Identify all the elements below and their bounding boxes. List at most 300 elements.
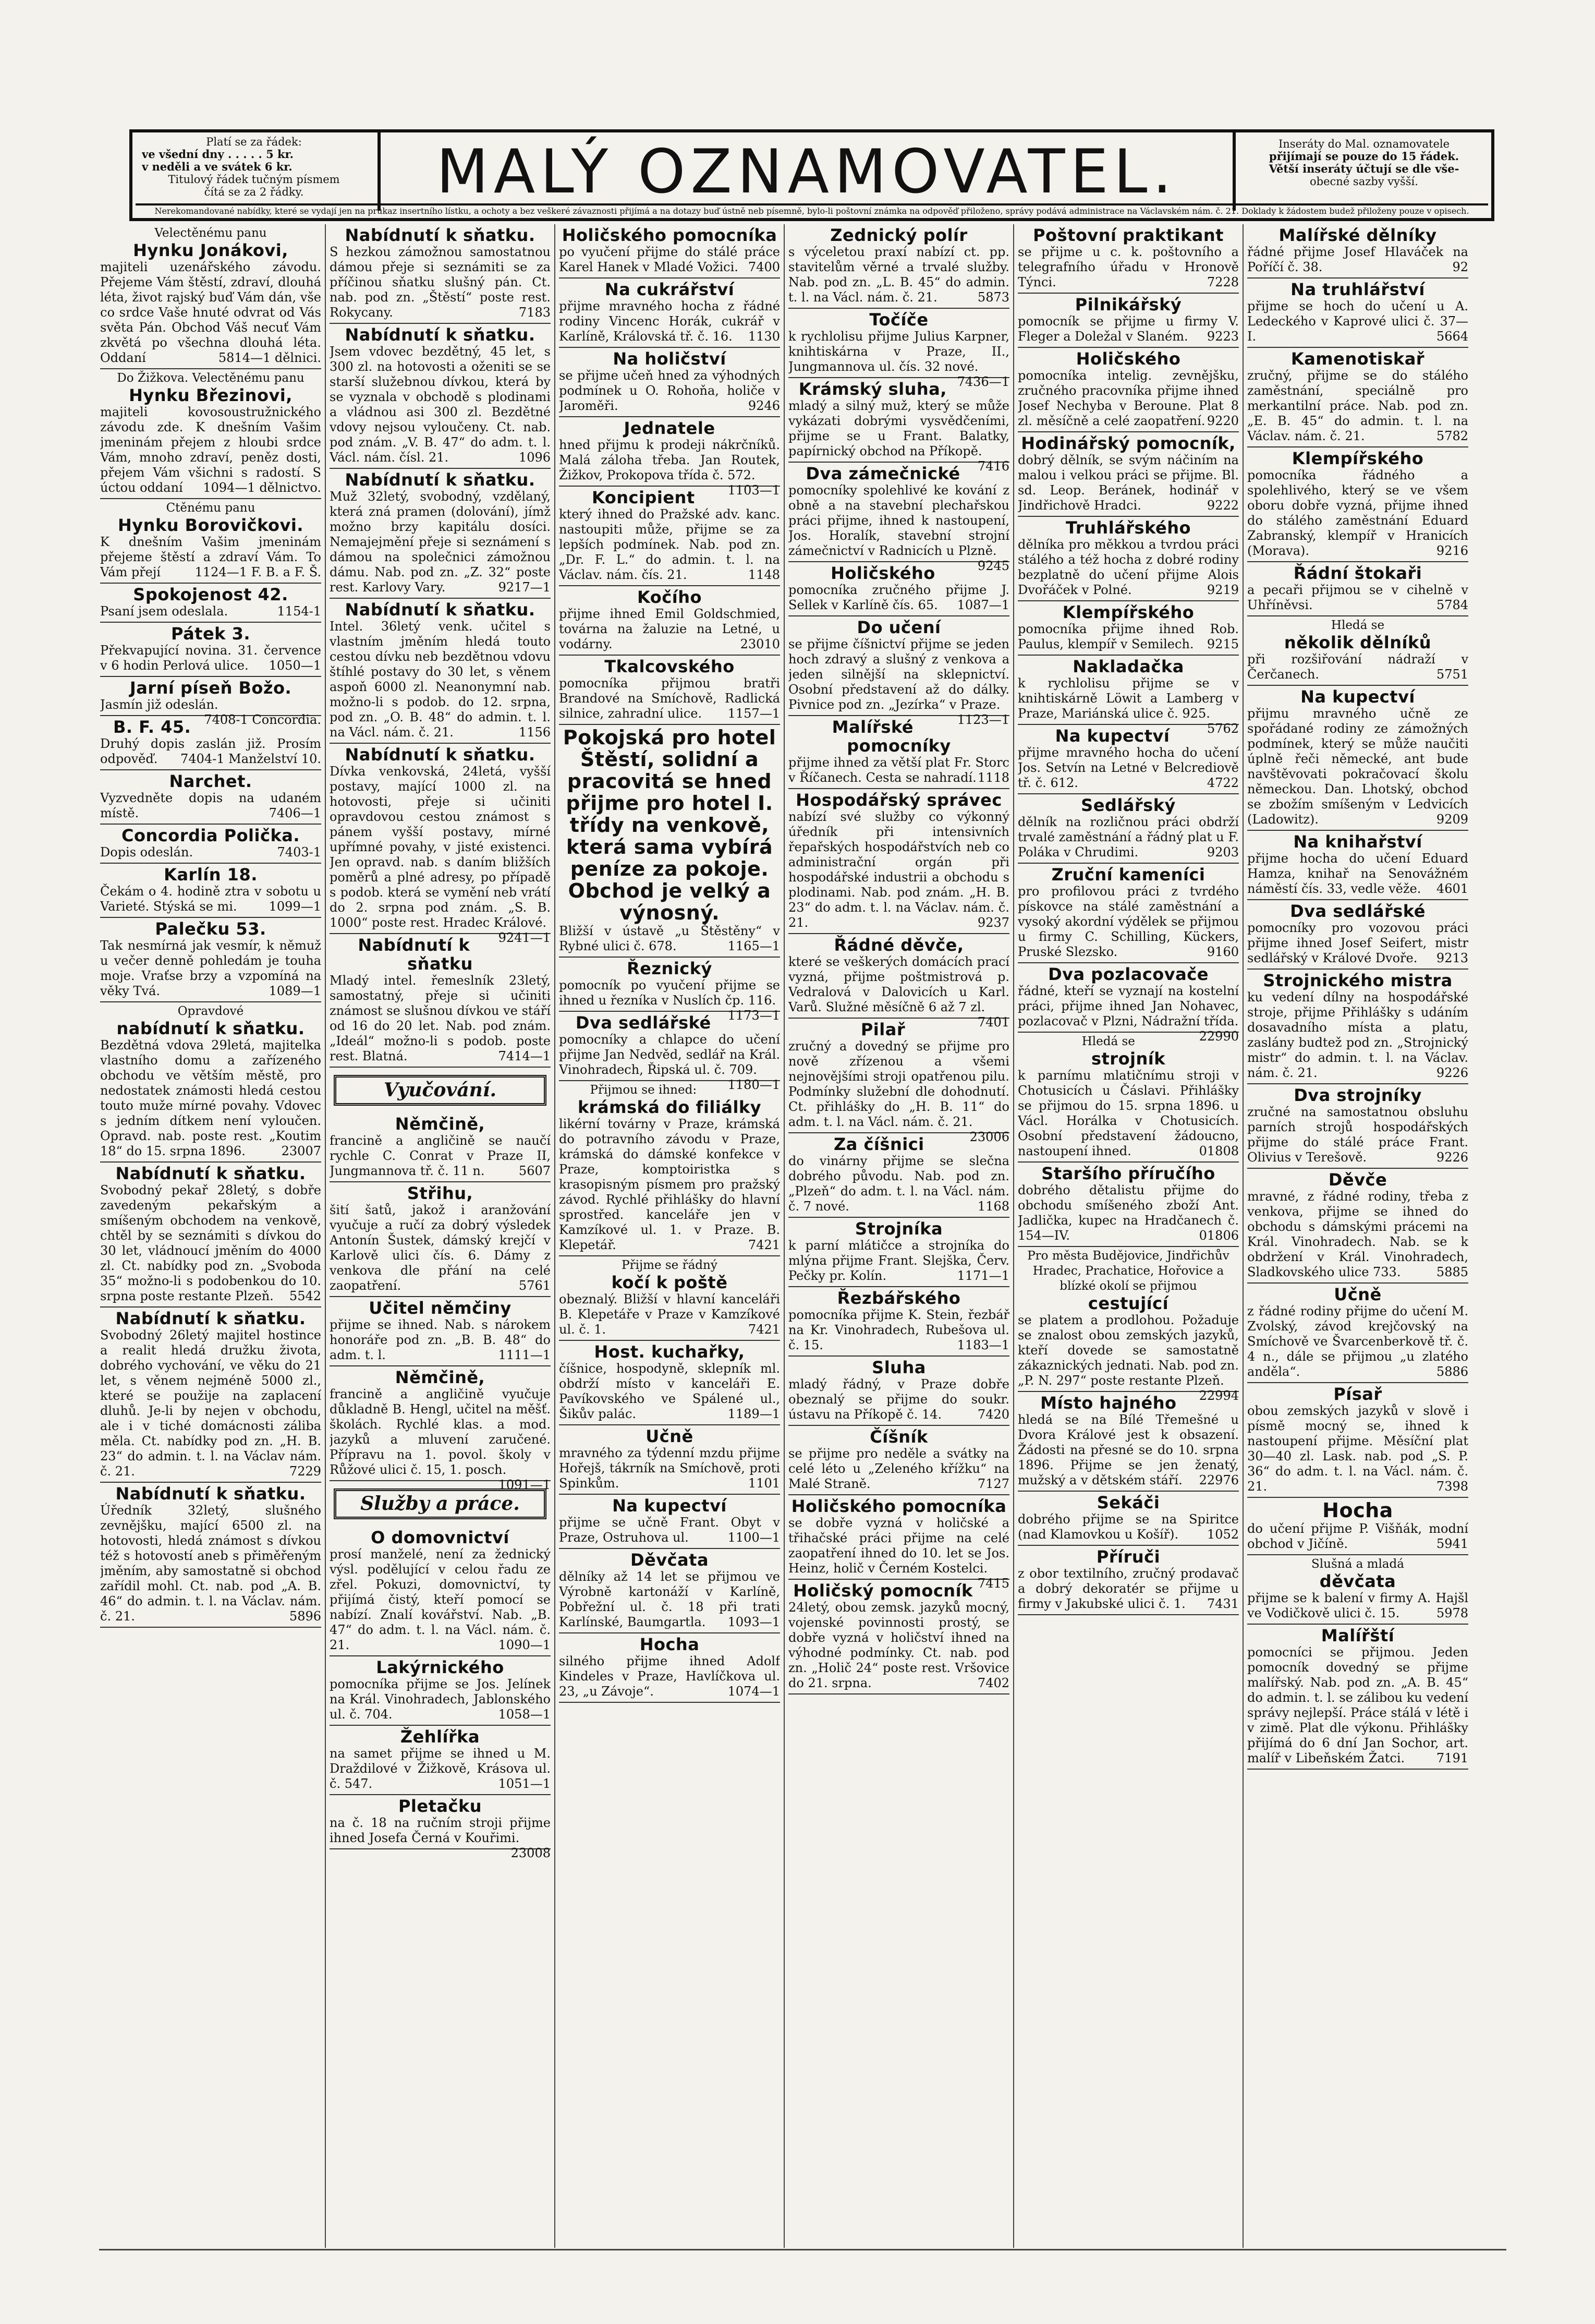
ad-headline: Pletačku	[398, 1796, 482, 1816]
ad-headline: Nakladačka	[1073, 657, 1184, 676]
ad-text: pomocníka přijmou bratři Brandové na Smíchově, Radlická silnice, zahradní ulice.	[559, 676, 780, 721]
classified-ad	[788, 1287, 1009, 1357]
ad-number: 1052	[1207, 1527, 1239, 1542]
ad-body	[788, 245, 1009, 305]
column	[559, 224, 780, 2248]
ad-headline: Klempířského	[1062, 602, 1195, 622]
ad-body	[100, 791, 321, 821]
ad-text: přijme hocha do učení Eduard Hamza, knihař na Senovážném náměstí čís. 33, vedle věže.	[1247, 851, 1468, 896]
ad-headline: Řádní štokaři	[1293, 563, 1422, 583]
ad-text: obeznalý. Bližší v hlavní kanceláři B. Klepetáře v Praze v Kamzíkové ul. č. 1.	[559, 1292, 780, 1337]
ad-body	[330, 1746, 551, 1792]
ad-number: 7228	[1207, 275, 1239, 289]
ad-text: do učení přijme P. Višňák, modní obchod v Jičíně.	[1247, 1521, 1468, 1551]
ad-body	[1018, 368, 1239, 429]
masthead	[129, 129, 1494, 221]
ad-headline: Jarní píseň Božo.	[129, 678, 292, 698]
ad-text: Mladý intel. řemeslník 23letý, samostatný, přeje si učiniti známost se slušnou dívkou ve stáří od 16 do 20 let. Nab. pod znám. „Ideál“ možno-li s podob. poste rest. Blatná.	[330, 973, 551, 1063]
classified-ad	[1018, 1392, 1239, 1492]
ad-number: 5814—1 dělnici.	[218, 350, 321, 365]
ad-body	[559, 245, 780, 275]
classified-ad	[1247, 831, 1468, 900]
ad-text: likérní továrny v Praze, krámská do potravního závodu v Praze, krámská do dámské konfekce v Praze, komptoiristka s krasopisným písmem pro pražský závod. Rychlé přihlášky do hlavní sprostřed. kanceláře jen v Kamzíkové ul. 1. v Praze. B. Klepetář.	[559, 1117, 780, 1252]
ad-text: S hezkou zámožnou samostatnou dámou přeje si seznámiti se za příčinou sňatku slušný pán. Ct. nab. pod zn. „Štěstí“ poste rest. Rokycany.	[330, 245, 551, 320]
ad-body	[788, 1154, 1009, 1214]
ad-number: 7406—1	[269, 806, 321, 820]
ad-headline: Hocha	[639, 1635, 700, 1654]
ad-headline: Točíče	[869, 310, 929, 330]
ad-number: 5607	[518, 1164, 551, 1178]
ad-headline: Dva pozlacovače	[1048, 964, 1209, 984]
ad-headline: Řeznický	[627, 959, 712, 978]
rates-line: v neděli a ve svátek 6 kr.	[142, 161, 293, 173]
classified-ad	[1247, 900, 1468, 970]
ad-headline: Na kupectví	[1300, 687, 1415, 707]
classified-ad	[1247, 224, 1468, 279]
ad-number: 7436—1	[957, 374, 1009, 389]
classified-ad	[788, 1133, 1009, 1218]
classified-ad	[1018, 1033, 1239, 1163]
ad-body	[330, 1317, 551, 1363]
ad-headline: Krámský sluha,	[798, 379, 947, 399]
ad-text: po vyučení přijme do stálé práce Karel Hanek v Mladé Vožici.	[559, 245, 780, 274]
ad-text: francině a angličině vyučuje důkladně B. Hengl, učitel na měšť. školách. Rychlé klas. a mod. jazyků a mluvení zaručené. Přípravu na 1. povol. školy v Růžové ulici č. 15, 1. posch.	[330, 1387, 551, 1477]
classified-ad	[559, 1341, 780, 1425]
ad-headline: Hynku Jonákovi,	[133, 240, 288, 260]
ad-text: Muž 32letý, svobodný, vzdělaný, která zná pramen (dolování), jímž možno brzy kapitálu dosíci. Nemajejmění přeje si seznámení s dámou na společnici zámožnou dámu. Nab. pod zn. „Z. 32“ poste rest. Karlovy Vary.	[330, 489, 551, 595]
ad-headline: Jednatele	[624, 418, 715, 438]
ad-text: k rychlolisu přijme Julius Karpner, knihtiskárna v Praze, II., Jungmannova ul. čís. 32 nové.	[788, 329, 1009, 374]
ad-text: přijme se k balení v firmy A. Hajšl ve Vodičkově ulici č. 15.	[1247, 1591, 1468, 1620]
classified-ad	[1018, 432, 1239, 517]
ad-text: Vyzvedněte dopis na udaném místě.	[100, 791, 321, 820]
ad-headline: Střihu,	[407, 1183, 473, 1203]
ad-text: přijme ihned Emil Goldschmied, továrna na žaluzie na Letné, u vodárny.	[559, 607, 780, 651]
classified-ad	[1247, 562, 1468, 616]
ad-headline: několik dělníků	[1284, 633, 1432, 652]
ad-text: při rozšiřování nádraží v Čerčanech.	[1247, 652, 1468, 682]
ad-headline: Zruční kameníci	[1051, 865, 1206, 885]
ad-text: pomocníka zručného přijme J. Sellek v Karlíně čís. 65.	[788, 583, 1009, 612]
ad-text: zručný a dovedný se přijme pro nově zřízenou a všemi nejnovějšími stroji opatřenou pilu. Podmínky služební dle dohodnutí. Ct. přihlášky do „H. B. 11“ do adm. t. l. na Václ. nám. č. 21.	[788, 1039, 1009, 1129]
classified-ad	[1247, 970, 1468, 1084]
ad-headline: Staršího příručího	[1041, 1164, 1215, 1183]
ad-number: 7431	[1207, 1596, 1239, 1611]
ad-number: 23008	[510, 1846, 551, 1860]
ad-text: se přijme učeň hned za výhodných podmínek u O. Rohoňa, holiče v Jaroměři.	[559, 368, 780, 413]
ad-body	[100, 1038, 321, 1159]
ad-headline: Kočího	[637, 587, 702, 607]
ad-body	[1018, 622, 1239, 652]
classified-ad	[559, 1633, 780, 1703]
ad-number: 01806	[1199, 1228, 1239, 1243]
ad-headline: Na cukrářství	[604, 280, 735, 299]
classified-ad	[330, 1113, 551, 1182]
ad-number: 5751	[1436, 667, 1468, 682]
ad-body	[1247, 583, 1468, 613]
classified-ad	[100, 584, 321, 623]
classified-ad	[100, 499, 321, 584]
ad-text: Intel. 36letý venk. učitel s vlastním jměním hledá touto cestou dívku neb bezdětnou vdovu štíhlé postavy do 30 let, s věnem aspoň 6000 zl. Neanonymní nab. možno-li s podob. do 12. srpna, pod zn. „O. B. 48“ do admin. t. l. na Václ. nám. č. 21.	[330, 619, 551, 740]
ad-body	[559, 507, 780, 583]
ad-number: 1103—1	[727, 483, 780, 498]
classified-ad	[1247, 1555, 1468, 1625]
ad-headline: Narchet.	[169, 771, 252, 791]
ad-headline: Hodinářský pomocník,	[1021, 433, 1236, 453]
ad-body	[1018, 537, 1239, 598]
ad-text: se přijme u c. k. poštovního a telegrafního úřadu v Hronově Týnci.	[1018, 245, 1239, 289]
ad-number: 9246	[748, 398, 780, 413]
ad-text: obou zemských jazyků v slově i písmě mocný se, ihned k nastoupení přijme. Měsíční plat 30—40 zl. Lask. nab. pod „S. P. 36“ do adm. t. l. na Václ. nám. č. 21.	[1247, 1403, 1468, 1494]
column-rule	[784, 224, 785, 2248]
ad-preface: Hledá se	[1331, 619, 1385, 632]
classified-ad	[788, 1357, 1009, 1426]
ad-body	[100, 535, 321, 580]
classified-ad	[100, 1163, 321, 1308]
ad-number: 5782	[1436, 429, 1468, 443]
ad-headline: O domovnictví	[371, 1528, 509, 1547]
column-rule	[325, 224, 326, 2248]
ad-body	[559, 1654, 780, 1699]
ad-headline: Dva sedlářské	[1290, 901, 1426, 921]
ad-headline: Karlín 18.	[164, 865, 258, 885]
ad-number: 9203	[1207, 845, 1239, 860]
ad-number: 9237	[977, 915, 1009, 930]
ad-preface: Přijme se řádný	[622, 1258, 717, 1272]
ad-text: pomocníka intelig. zevnějšku, zručného pracovníka přijme ihned Josef Nechyba v Beroune. Plat 8 zl. měsíčně a celé zaopatření.	[1018, 368, 1239, 428]
ad-text: dělníky až 14 let se přijmou ve Výrobně kartonáží v Karlíně, Pobřežní ul. č. 18 při trati Karlínské, Baumgartla.	[559, 1569, 780, 1629]
ad-body	[788, 1308, 1009, 1353]
classified-ad	[1247, 348, 1468, 447]
ad-headline: Dva zámečnické	[806, 464, 960, 483]
ad-text: se přijme číšnictví přijme se jeden hoch zdravý a slušný z venkova a jeden silnější na sklepnictví. Osobní představení až do dálky. Pivnice pod zn. „Jezírka“ v Praze.	[788, 637, 1009, 712]
ad-number: 01808	[1199, 1144, 1239, 1158]
ad-text: pomocníka přijme se Jos. Jelínek na Král. Vinohradech, Jablonského ul. č. 704.	[330, 1677, 551, 1722]
ad-text: mladý řádný, v Praze dobře obeznalý se přijme do soukr. ústavu na Příkopě č. 14.	[788, 1377, 1009, 1422]
classified-ad	[1018, 1546, 1239, 1615]
ad-body	[1247, 851, 1468, 897]
ad-text: majiteli kovosoustružnického závodu zde. K dnešním Vašim jmeninám přejem z hloubi srdce Vám, mnoho zdraví, peněz dosti, přejem Vám všichni s radostí. S úctou oddaní	[100, 405, 321, 495]
classified-ad	[100, 1308, 321, 1483]
ad-headline: krámská do filiálky	[577, 1097, 762, 1117]
ad-number: 1090—1	[498, 1638, 551, 1652]
classified-ad	[1247, 279, 1468, 348]
column-rule	[1013, 224, 1014, 2248]
ad-number: 1124—1 F. B. a F. Š.	[194, 565, 321, 579]
rates-line: ve všední dny . . . . . 5 kr.	[142, 148, 294, 161]
ad-headline: Malířští	[1321, 1626, 1395, 1645]
ad-body	[1247, 652, 1468, 682]
ad-text: Čekám o 4. hodině ztra v sobotu u Varieté. Stýská se mi.	[100, 884, 321, 914]
classified-ad	[1247, 1383, 1468, 1498]
ad-body	[100, 260, 321, 366]
ad-text: Překvapující novina. 31. července v 6 hodin Perlová ulice.	[100, 643, 321, 673]
ad-number: 1051—1	[498, 1776, 551, 1791]
ad-headline: Malířské dělníky	[1279, 225, 1437, 245]
ad-text: který ihned do Pražské adv. kanc. nastoupiti může, přijme se za lepších podmínek. Nab. pod zn. „Dr. F. L.“ do admin. t. l. na Václav. nám. čís. 21.	[559, 507, 780, 582]
ad-number: 23010	[740, 637, 780, 651]
ad-text: z řádné rodiny přijme do učení M. Zvolský, závod krejčovský na Smíchově ve Švarcenberkově tř. č. 4 n., dále se přijmou „u zlatého anděla“.	[1247, 1304, 1468, 1379]
ad-headline: Concordia Polička.	[121, 826, 300, 845]
ad-text: přijmu mravného učně ze spořádané rodiny ze zámožných podmínek, který se může naučiti úplně řeči německé, ant bude navštěvovati pokračovací školu německou. Dan. Lhotský, obchod se zbožím smíšeným v Ledvicích (Ladowitz).	[1247, 706, 1468, 827]
ad-text: Jasmín již odeslán.	[100, 697, 218, 712]
ad-preface: Opravdové	[177, 1004, 244, 1018]
ad-number: 9217—1	[498, 580, 551, 595]
ad-preface: Ctěnému panu	[166, 501, 255, 515]
ad-text: zručné na samostatnou obsluhu parních strojů hospodářských přijme do stálé práce Frant. Olivius v Terešově.	[1247, 1105, 1468, 1165]
ad-body	[330, 619, 551, 740]
ad-number: 1180—1	[727, 1078, 780, 1092]
ad-number: 22994	[1199, 1388, 1239, 1403]
ad-text: k parnímu mlatičnímu stroji v Chotusicích u Čáslavi. Přihlášky se přijmou do 15. srpna 1896. u Václ. Horálka v Chotusicích. Osobní představení žádoucno, nastoupení ihned.	[1018, 1068, 1239, 1158]
ad-number: 9226	[1436, 1150, 1468, 1165]
ad-number: 5978	[1436, 1606, 1468, 1620]
ad-body	[788, 809, 1009, 930]
classified-ad	[559, 1256, 780, 1341]
ad-text: zručný, přijme se do stálého zaměstnání, speciálně pro merkantilní práce. Nab. pod zn. „E. B. 45“ do admin. t. l. na Václav. nám. č. 21.	[1247, 368, 1468, 443]
ad-number: 9223	[1207, 329, 1239, 344]
ad-headline: Truhlářského	[1066, 518, 1191, 538]
conditions-line: přijímají se pouze do 15 řádek.	[1269, 150, 1459, 163]
ad-headline: Holičský pomocník	[793, 1581, 973, 1601]
ad-number: 7400	[748, 260, 780, 274]
classified-ad	[1018, 294, 1239, 348]
ad-number: 7421	[748, 1238, 780, 1252]
ad-number: 7191	[1436, 1751, 1468, 1765]
classified-ad	[559, 1549, 780, 1633]
ad-headline: Palečku 53.	[155, 919, 266, 939]
ad-body	[1247, 368, 1468, 444]
ad-body	[100, 1503, 321, 1624]
ad-number: 5885	[1436, 1265, 1468, 1279]
ad-body	[788, 1446, 1009, 1492]
ad-preface: Přijmou se ihned:	[590, 1083, 697, 1097]
ad-text: dělník na rozličnou práci obdrží trvalé zaměstnání a řádný plat u F. Poláka v Chrudimi.	[1018, 815, 1239, 860]
classified-ad	[330, 324, 551, 469]
ad-body	[1247, 921, 1468, 966]
masthead-note: Nerekomandované nabídky, které se vydají jen na průkaz insertního lístku, a ochoty a bez veškeré závaznosti přijímá a na dotazy buď ústně neb písemně, bylo-li poštovní známka na odpověď přiloženo, správy podává administrace na Václavském nám. č. 21. Doklady k žádostem budež přiloženy pouze v opisech.	[136, 203, 1488, 216]
classified-ad	[788, 1218, 1009, 1287]
classified-ad	[788, 616, 1009, 727]
ad-body	[330, 245, 551, 320]
classified-ad	[1247, 686, 1468, 831]
classified-ad	[559, 656, 780, 725]
masthead-conditions	[1244, 138, 1484, 188]
ad-number: 7183	[518, 305, 551, 320]
ad-text: Svobodný pekař 28letý, s dobře zavedeným pekařským a smíšeným obchodem na venkově, chtěl by se seznámiti s dívkou do 30 let, vládnoucí jměním do 4000 zl. Ct. nabídky pod zn. „Svoboda 35“ možno-li s podobenkou do 10. srpna poste restante Plzeň.	[100, 1183, 321, 1303]
classified-ad	[330, 1656, 551, 1726]
ad-body	[1247, 1105, 1468, 1165]
ad-text: hned přijmu k prodeji nákrčníků. Malá záloha třeba. Jan Routek, Žižkov, Prokopova třída č. 572.	[559, 438, 780, 482]
ad-headline: Nabídnutí k sňatku.	[345, 600, 535, 620]
ad-body	[1018, 314, 1239, 344]
ad-text: dobrého přijme se na Spiritce (nad Klamovkou u Košíř).	[1018, 1512, 1239, 1542]
ad-headline: Pilař	[860, 1020, 906, 1039]
ad-number: 5886	[1436, 1364, 1468, 1379]
ad-number: 5784	[1436, 598, 1468, 612]
ad-headline: Místo hajného	[1040, 1393, 1177, 1413]
ad-body	[1018, 745, 1239, 791]
ad-text: přijme se ihned. Nab. s nárokem honoráře pod zn. „B. B. 48“ do adm. t. l.	[330, 1317, 551, 1362]
ad-number: 7421	[748, 1322, 780, 1337]
ad-headline: Nabídnutí k sňatku.	[345, 745, 535, 765]
ad-text: majiteli uzenářského závodu. Přejeme Vám štěstí, zdraví, dlouhá léta, život rajský buď Vám dán, vše co srdce Vaše hnuté odvrat od Vás světa Pán. Obchod Váš necuť Vám zkvětá po všechna dlouhá léta. Oddaní	[100, 260, 321, 365]
classified-ad	[330, 1795, 551, 1860]
ad-body	[100, 1328, 321, 1479]
ad-body	[559, 924, 780, 954]
ad-number: 5762	[1207, 721, 1239, 736]
ad-text: francině a angličině se naučí rychle C. Conrat v Praze II, Jungmannova tř. č. 11 n.	[330, 1133, 551, 1178]
ad-body	[330, 1133, 551, 1179]
ad-text: pomocníky a chlapce do učení přijme Jan Nedvěd, sedlář na Král. Vinohradech, Řipská ul. č. 709.	[559, 1032, 780, 1077]
ad-text: přijme se hoch do učení u A. Ledeckého v Kaprové ulici č. 37—I.	[1247, 299, 1468, 344]
ad-body	[788, 1600, 1009, 1691]
ad-body	[1018, 245, 1239, 290]
page-title: MALÝ OZNAMOVATEL.	[378, 132, 1236, 211]
ad-headline: Kamenotiskař	[1290, 349, 1425, 369]
ad-body	[330, 344, 551, 465]
ad-body	[1018, 453, 1239, 513]
column-rule	[1243, 224, 1244, 2248]
classified-ad	[100, 369, 321, 499]
conditions-line: Inseráty do Mal. oznamovatele	[1278, 138, 1450, 150]
ad-body	[1247, 468, 1468, 559]
ad-headline: Nabídnutí k sňatku.	[345, 225, 535, 245]
ad-body	[1247, 990, 1468, 1081]
ad-number: 1087—1	[957, 598, 1009, 612]
ad-headline: Do učení	[857, 618, 941, 637]
ad-headline: Děvče	[1328, 1170, 1387, 1190]
classified-ad	[1247, 1169, 1468, 1284]
ad-headline: Na holičství	[613, 349, 726, 369]
classified-ad	[1018, 725, 1239, 794]
classified-ad	[1018, 1492, 1239, 1546]
ad-text: do vinárny přijme se slečna dobrého původu. Nab. pod zn. „Plzeň“ do adm. t. l. na Václ. nám. č. 7 nové.	[788, 1154, 1009, 1214]
ad-headline: strojník	[1091, 1049, 1166, 1069]
ad-preface: Do Žižkova. Velectěnému panu	[117, 371, 305, 385]
ad-headline: Němčině,	[395, 1114, 485, 1134]
ad-number: 1156	[518, 725, 551, 740]
ad-text: se platem a prodlohou. Požaduje se znalost obou zemských jazyků, kteří dovede se samostatně zákaznických jednati. Nab. pod zn. „P. N. 297“ poste restante Plzeň.	[1018, 1313, 1239, 1388]
ad-number: 7414—1	[498, 1049, 551, 1063]
ad-text: pomocníky spolehlivé ke kování z obně a na stavební plechařskou práci přijme, ihned k nastoupení, Jos. Horalík, stavební strojní zámečnictví v Radnicích u Plzně.	[788, 483, 1009, 558]
ad-number: 1123—1	[957, 712, 1009, 727]
ad-headline: Poštovní praktikant	[1033, 225, 1224, 245]
ad-preface: Slušná a mladá	[1311, 1557, 1404, 1571]
ad-body	[1247, 1189, 1468, 1280]
ad-text: Bezdětná vdova 29letá, majitelka vlastního domu a zařízeného obchodu ve větším městě, pro nedostatek známosti hledá cestou touto muže mírné povahy. Vdovec s jedním dítkem není vyloučen. Opravd. nab. poste rest. „Koutim 18“ do 15. srpna 1896.	[100, 1038, 321, 1158]
ad-body	[100, 1183, 321, 1304]
classified-ad	[1247, 447, 1468, 562]
ad-body	[559, 1446, 780, 1491]
ad-text: mravné, z řádné rodiny, třeba z venkova, přijme se ihned do obchodu s dámskými prácemi na Král. Vinohradech. Nab. se k obdržení v Král. Vinohradech, Sladkovského ulice 733.	[1247, 1189, 1468, 1279]
ad-headline: Na truhlářství	[1290, 280, 1425, 299]
ad-text: přijme mravného hocha z řádné rodiny Vincenc Horák, cukrář v Karlíně, Královská tř. č. 16.	[559, 299, 780, 344]
ad-body	[788, 1238, 1009, 1284]
classified-ad	[330, 1182, 551, 1297]
classified-ad	[788, 1580, 1009, 1694]
ad-headline: Strojníka	[855, 1219, 943, 1239]
ad-body	[1018, 815, 1239, 860]
ad-body	[559, 1292, 780, 1337]
ad-body	[559, 368, 780, 414]
classified-ad	[330, 1527, 551, 1656]
ad-headline: Žehlířka	[400, 1727, 480, 1747]
ad-number: 4722	[1207, 776, 1239, 790]
ad-text: pomocníka řádného a spolehlivého, který se ve všem oboru dobře vyzná, přijme ihned do stálého zaměstnání Eduard Zabranský, klempíř v Hranicích (Morava).	[1247, 468, 1468, 558]
ad-text: hledá se na Bílé Třemešné u Dvora Králové jest k obsazení. Žádosti na přesné se do 10. srpna 1896. Přijme se jen ženatý, mužský a v dětském stáří.	[1018, 1412, 1239, 1487]
ad-number: 1058—1	[498, 1707, 551, 1722]
ad-headline: Řádné děvče,	[834, 935, 964, 955]
ad-headline: Na kupectví	[1055, 726, 1170, 746]
ad-body	[788, 1377, 1009, 1422]
ad-number: 9222	[1207, 498, 1239, 513]
ad-number: 7420	[977, 1407, 1009, 1422]
ad-number: 1189—1	[727, 1407, 780, 1421]
ad-body	[1247, 1645, 1468, 1766]
ad-number: 9219	[1207, 583, 1239, 597]
ad-headline: Dva sedlářské	[575, 1013, 711, 1033]
classified-ad	[1247, 1498, 1468, 1555]
ad-text: přijme mravného hocha do učení Jos. Setvín na Letné v Belcrediově tř. č. 612.	[1018, 745, 1239, 790]
ad-headline: děvčata	[1319, 1571, 1396, 1591]
ad-text: Úředník 32letý, slušného zevnějšku, mající 6500 zl. na hotovosti, hledá známost s dívkou též s hotovostí aneb s přiměřeným jměním, aby samostatně si obchod zařídil mohl. Ct. nab. pod „A. B. 46“ do admin. t. l. na Václav. nám. č. 21.	[100, 1503, 321, 1624]
classified-ad	[330, 1726, 551, 1795]
ad-body	[100, 884, 321, 914]
ad-number: 5761	[518, 1278, 551, 1293]
ad-body	[330, 1677, 551, 1722]
ad-preface: Velectěnému panu	[154, 226, 267, 240]
ad-body	[330, 1547, 551, 1653]
classified-ad	[1247, 1625, 1468, 1770]
classified-ad	[100, 623, 321, 677]
classified-ad	[1018, 1163, 1239, 1247]
ad-headline: Němčině,	[395, 1367, 485, 1387]
rates-line: čítá se za 2 řádky.	[204, 186, 304, 198]
ad-headline: Holičského pomocníka	[791, 1496, 1007, 1516]
classified-ad	[330, 469, 551, 599]
ad-number: 1171—1	[957, 1268, 1009, 1283]
ad-number: 5941	[1436, 1536, 1468, 1551]
ad-text: z obor textilního, zručný prodavač a dobrý dekoratér se přijme u firmy v Jakubské ulici č. 1.	[1018, 1566, 1239, 1611]
ad-headline: Příruči	[1096, 1547, 1161, 1567]
classified-ad	[330, 934, 551, 1068]
ad-number: 1154-1	[277, 604, 321, 619]
classified-ad	[100, 1002, 321, 1163]
ad-headline: Dva strojníky	[1294, 1085, 1422, 1105]
ad-headline: Nabídnutí k sňatku.	[115, 1164, 306, 1183]
ad-headline: Hospodářský správec	[796, 790, 1002, 810]
rates-line: Titulový řádek tučným písmem	[168, 173, 340, 186]
classified-ad	[330, 1366, 551, 1492]
ad-number: 1111—1	[498, 1348, 551, 1362]
ad-text: dobrý dělník, se svým náčiním na malou i velkou práci se přijme. Bl. sd. Leop. Beránek, hodinář v Jindřichově Hradci.	[1018, 453, 1239, 513]
ad-headline: Sekáči	[1097, 1493, 1160, 1512]
ad-body	[1018, 1412, 1239, 1488]
ad-number: 7415	[977, 1576, 1009, 1591]
ad-preface: Hledá se	[1081, 1035, 1135, 1048]
ad-body	[100, 845, 321, 860]
ad-body	[100, 405, 321, 495]
ad-body	[559, 676, 780, 721]
ad-text: dělníka pro měkkou a tvrdou práci stálého a též hocha z dobré rodiny bezplatně do učení přijme Alois Dvořáček v Polné.	[1018, 537, 1239, 597]
ad-headline: Zednický polír	[830, 225, 968, 245]
ad-text: K dnešním Vašim jmeninám přejeme štěstí a zdraví Vám. To Vám přejí	[100, 535, 321, 579]
classified-ad	[1018, 794, 1239, 864]
ad-text: silného přijme ihned Adolf Kindeles v Praze, Havlíčkova ul. 23, „u Závoje“.	[559, 1654, 780, 1699]
ad-headline: Host. kuchařky,	[594, 1342, 745, 1362]
ad-number: 9245	[977, 559, 1009, 573]
